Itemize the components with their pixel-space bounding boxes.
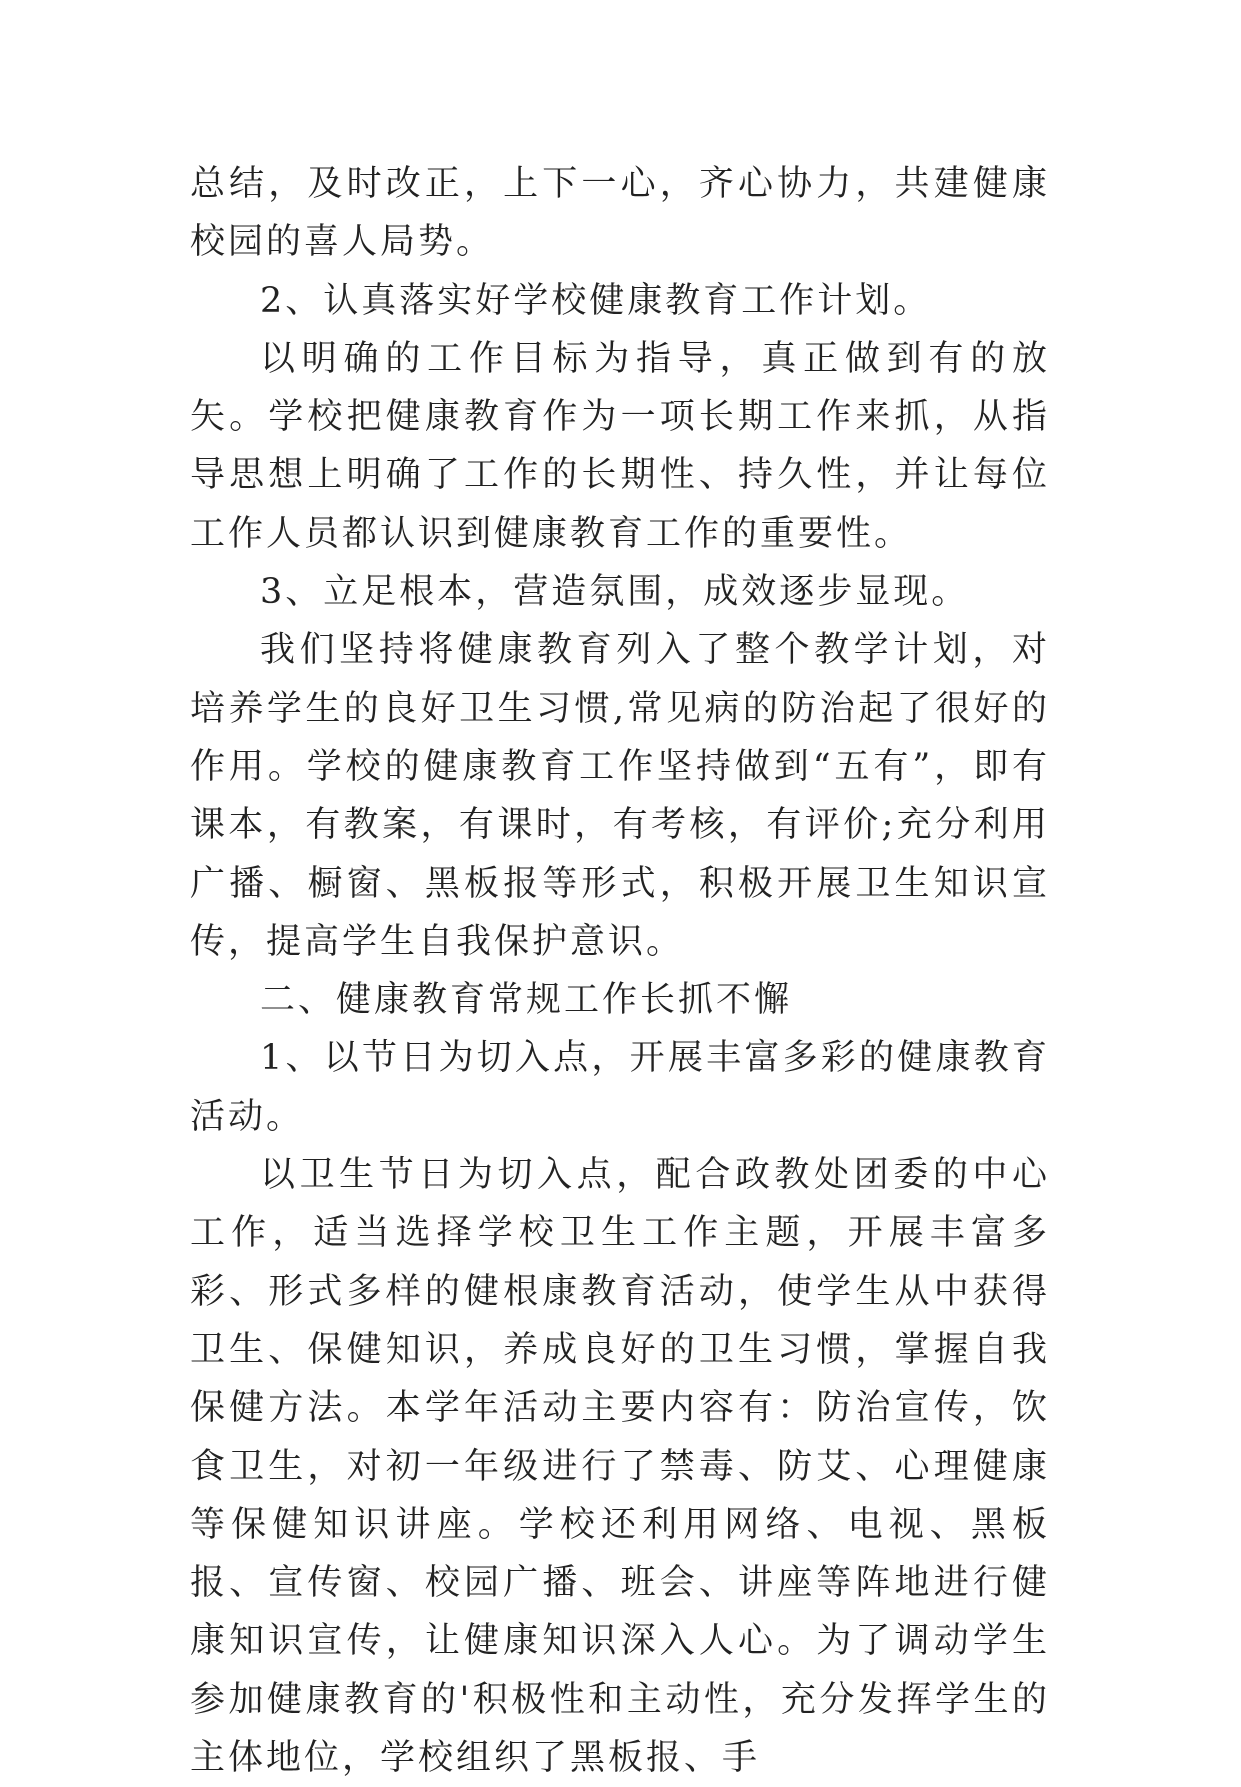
paragraph: 我们坚持将健康教育列入了整个教学计划，对培养学生的良好卫生习惯,常见病的防治起了很好的作用。学校的健康教育工作坚持做到“五有”，即有课本，有教案，有课时，有考核，有评价;充分利用广播、橱窗、黑板报等形式，积极开展卫生知识宣传，提高学生自我保护意识。	[190, 630, 1050, 962]
paragraph: 以卫生节日为切入点，配合政教处团委的中心工作，适当选择学校卫生工作主题，开展丰富多彩、形式多样的健根康教育活动，使学生从中获得卫生、保健知识，养成良好的卫生习惯，掌握自我保健方法。本学年活动主要内容有：防治宣传，饮食卫生，对初一年级进行了禁毒、防艾、心理健康等保健知识讲座。学校还利用网络、电视、黑板报、宣传窗、校园广播、班会、讲座等阵地进行健康知识宣传，让健康知识深入人心。为了调动学生参加健康教育的'积极性和主动性，充分发挥学生的主体地位，学校组织了黑板报、手	[190, 1155, 1050, 1779]
section-heading: 2、认真落实好学校健康教育工作计划。	[260, 280, 932, 321]
chapter-heading: 二、健康教育常规工作长抓不懈	[260, 980, 793, 1021]
paragraph: 总结，及时改正，上下一心，齐心协力，共建健康校园的喜人局势。	[190, 164, 1050, 263]
section-heading: 1、以节日为切入点，开展丰富多彩的健康教育活动。	[190, 1038, 1050, 1137]
paragraph: 以明确的工作目标为指导，真正做到有的放矢。学校把健康教育作为一项长期工作来抓，从指导思想上明确了工作的长期性、持久性，并让每位工作人员都认识到健康教育工作的重要性。	[190, 338, 1050, 554]
section-heading: 3、立足根本，营造氛围，成效逐步显现。	[260, 572, 970, 613]
document-body	[190, 155, 1050, 1787]
